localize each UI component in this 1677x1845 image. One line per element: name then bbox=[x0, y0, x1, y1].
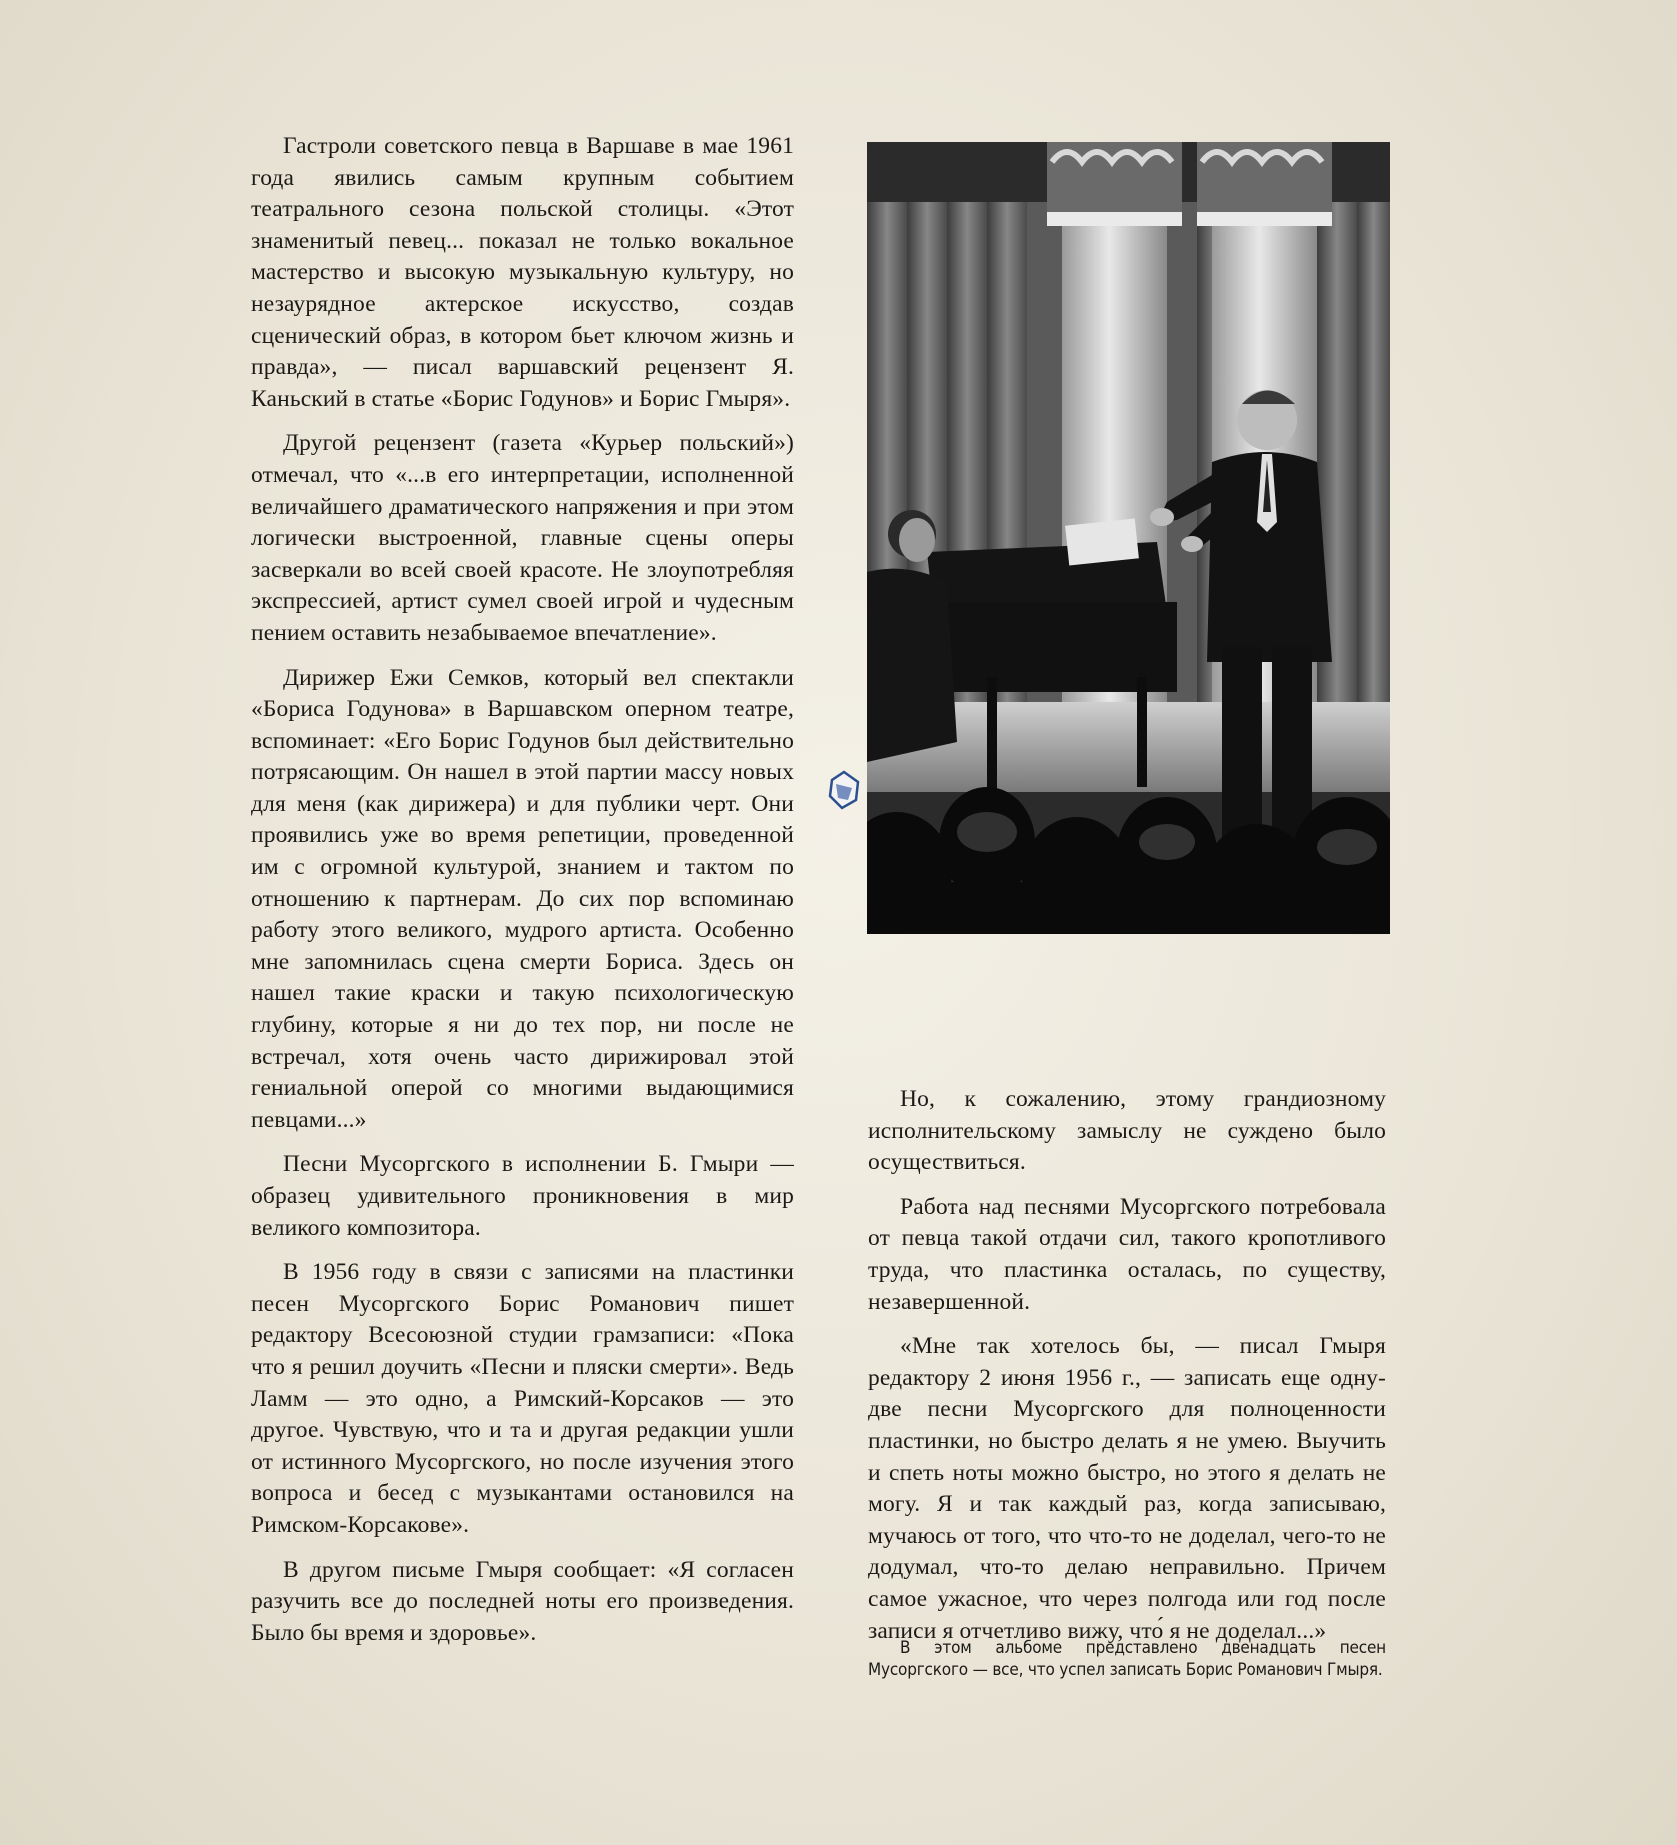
concert-photo-drawing bbox=[867, 142, 1390, 934]
paragraph-record-unfinished: Работа над песнями Мусоргского потребовала от певца такой отдачи сил, такого кропотливого труда, что пластинка осталась, по существу, незавершенной. bbox=[868, 1193, 1386, 1315]
paragraph-unfulfilled-plan: Но, к сожалению, этому грандиозному исполнительскому замыслу не суждено было осуществиться. bbox=[868, 1086, 1386, 1176]
paragraph-gmyrya-letter: «Мне так хотелось бы, — писал Гмыря редактору 2 июня 1956 г., — записать еще одну-две песни Мусоргского для полноценности пластинки, но быстро делать я не умею. Выучить и спеть ноты можно быстро, но этого я делать не могу. Я и так каждый раз, когда записываю, мучаюсь от того, что что-то не доделал, чего-то не додумал, что-то делаю неправильно. Причем самое ужасное, что через полгода или год после записи я отчетливо вижу, что́ я не доделал...» bbox=[868, 1333, 1386, 1644]
paragraph-mussorgsky-songs: Песни Мусоргского в исполнении Б. Гмыри — образец удивительного проникновения в мир великого композитора. bbox=[251, 1151, 794, 1241]
paper-tear-mark bbox=[826, 770, 862, 810]
paragraph-1956-letter: В 1956 году в связи с записями на пластинки песен Мусоргского Борис Романович пишет редактору Всесоюзной студии грамзаписи: «Пока что я решил доучить «Песни и пляски смерти». Ведь Ламм — это одно, а Римский-Корсаков — это другое. Чувствую, что и та и другая редакции ушли от истинного Мусоргского, но после изучения этого вопроса и бесед с музыкантами остановился на Римском-Корсакове». bbox=[251, 1259, 794, 1538]
paragraph-kurier-review: Другой рецензент (газета «Курьер польский») отмечал, что «...в его интерпретации, исполненной величайшего драматического напряжения и при этом логически выстроенной, главные сцены оперы засверкали во всей своей красоте. Не злоупотребляя экспрессией, артист сумел своей игрой и чудесным пением оставить незабываемое впечатление». bbox=[251, 430, 794, 646]
left-text-column bbox=[251, 131, 794, 1662]
paragraph-warsaw-tour: Гастроли советского певца в Варшаве в мае 1961 года явились самым крупным событием театрального сезона польской столицы. «Этот знаменитый певец... показал не только вокальное мастерство и высокую музыкальную культуру, но незаурядное актерское искусство, создав сценический образ, в котором бьет ключом жизнь и правда», — писал варшавский рецензент Я. Каньский в статье «Борис Годунов» и Борис Гмыря». bbox=[251, 133, 794, 412]
paragraph-semkov-memory: Дирижер Ежи Семков, который вел спектакли «Бориса Годунова» в Варшавском оперном театре, вспоминает: «Его Борис Годунов был действительно потрясающим. Он нашел в этой партии массу новых для меня (как дирижера) и для публики черт. Они проявились уже во время репетиции, проведенной им с огромной культурой, знанием и тактом по отношению к партнерам. До сих пор вспоминаю работу этого великого, мудрого артиста. Особенно мне запомнилась сцена смерти Бориса. Здесь он нашел такие краски и такую психологическую глубину, которые я ни до тех пор, ни после не встречал, хотя очень часто дирижировал этой гениальной оперой со многими выдающимися певцами...» bbox=[251, 664, 794, 1133]
paragraph-another-letter: В другом письме Гмыря сообщает: «Я согласен разучить все до последней ноты его произведения. Было бы время и здоровье». bbox=[251, 1556, 794, 1646]
concert-photo bbox=[867, 142, 1390, 934]
album-note: В этом альбоме представлено двенадцать песен Мусоргского — все, что успел записать Борис Романович Гмыря. bbox=[868, 1638, 1386, 1680]
right-text-column bbox=[868, 1084, 1386, 1660]
